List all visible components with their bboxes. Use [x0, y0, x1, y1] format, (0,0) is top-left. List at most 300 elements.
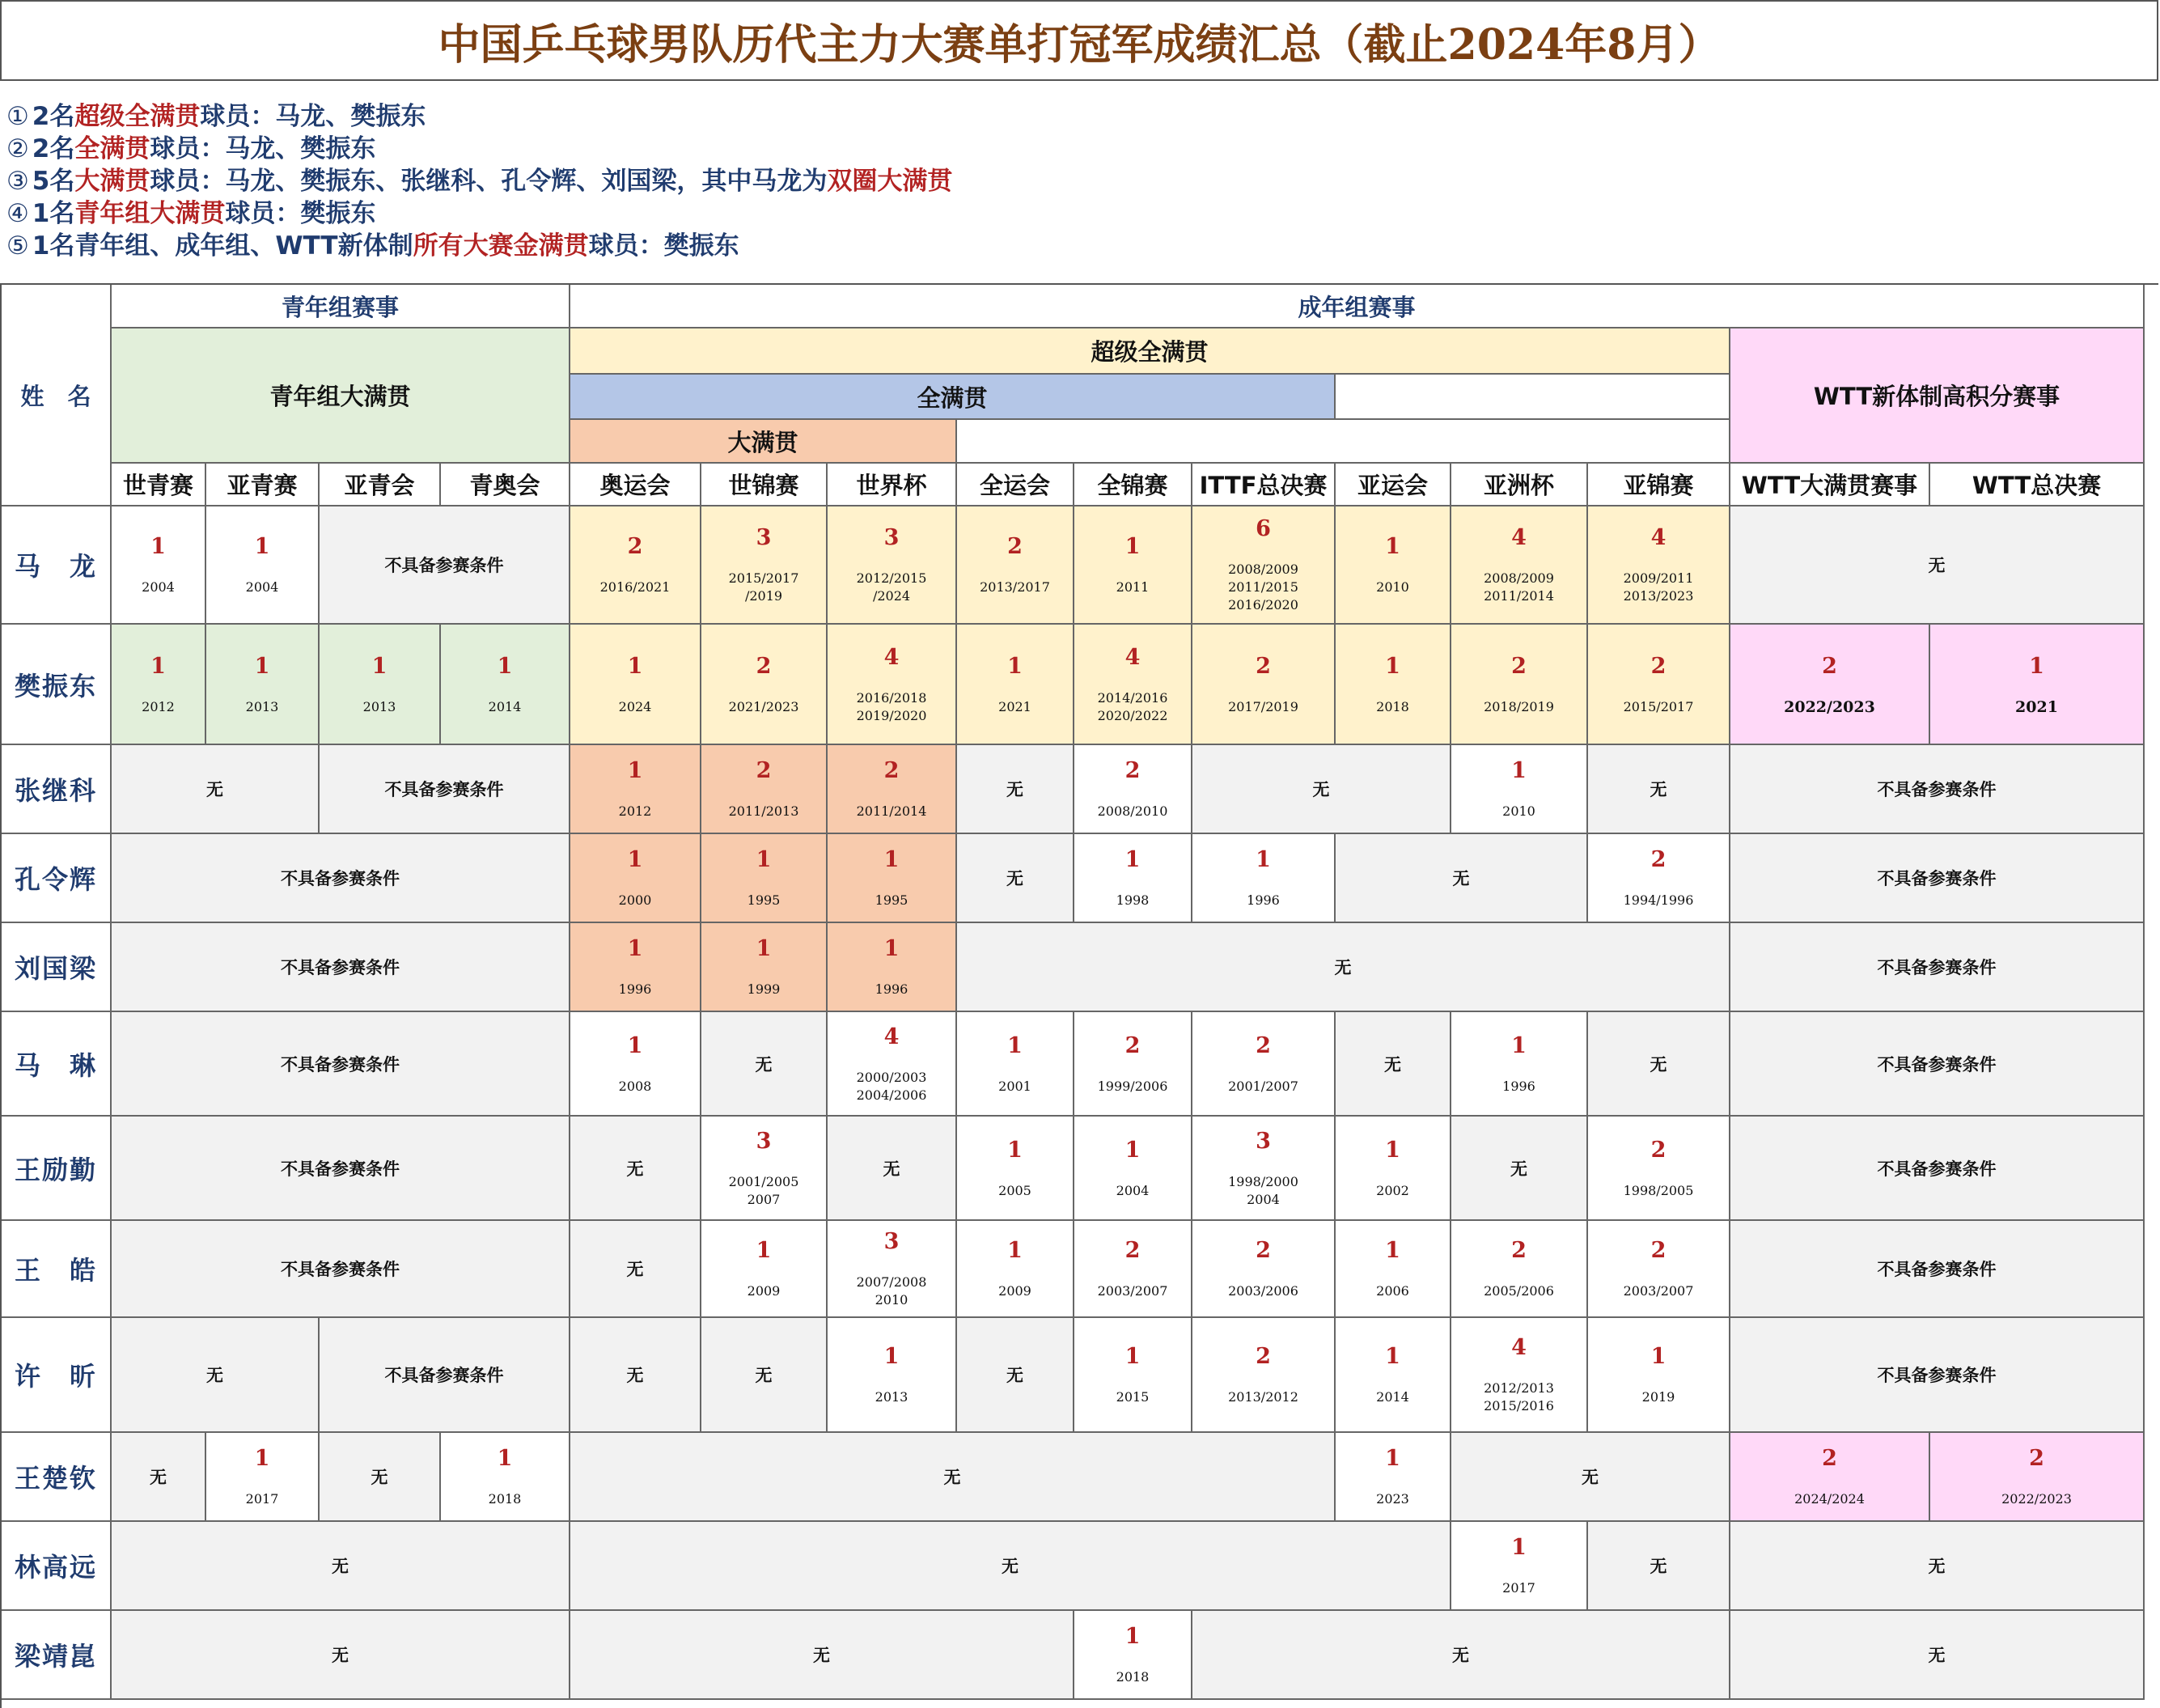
title-years: 2005 [998, 1182, 1031, 1198]
title-years: 2010 [1502, 803, 1535, 819]
result-cell [1930, 1433, 2145, 1522]
result-cell [206, 625, 320, 745]
column-header-world-champs: 世锦赛 [701, 464, 828, 506]
title-years: 2011/2014 [856, 803, 927, 819]
title-years: 2004 [142, 579, 175, 595]
title-years: 2005/2006 [1484, 1283, 1554, 1299]
title-years: 2009 [747, 1283, 781, 1299]
title-years: 2003/2006 [1228, 1283, 1298, 1299]
column-header-asian-youth-champs: 亚青赛 [206, 464, 320, 506]
note-line [6, 230, 1948, 262]
result-cell [701, 1117, 828, 1221]
player-name: 马 琳 [2, 1012, 112, 1117]
ineligible-cell: 不具备参赛条件 [1730, 1012, 2145, 1117]
title-count: 1 [1007, 653, 1023, 679]
title-count: 1 [1385, 1344, 1400, 1369]
none-cell: 无 [570, 1117, 701, 1221]
title-years: 2004 [1116, 1182, 1150, 1198]
result-cell [1730, 625, 1930, 745]
result-cell [701, 1221, 828, 1318]
title-count: 2 [883, 758, 900, 783]
title-count: 1 [1385, 1446, 1400, 1471]
title-years: 2014 [1376, 1389, 1409, 1405]
title-count: 4 [1511, 525, 1527, 550]
title-count: 6 [1256, 516, 1271, 541]
result-cell [112, 506, 206, 625]
result-cell [1192, 506, 1336, 625]
result-cell [1336, 625, 1451, 745]
title-years: 2017 [245, 1491, 279, 1507]
note-text: 5名 [32, 167, 75, 196]
result-cell [320, 625, 441, 745]
column-header-ittf-finals: ITTF总决赛 [1192, 464, 1336, 506]
title-count: 1 [1650, 1344, 1667, 1369]
title-years: 2021 [998, 698, 1031, 714]
title-years: 2024 [618, 698, 652, 714]
title-count: 2 [1511, 653, 1527, 679]
result-cell [957, 625, 1074, 745]
title-years: 2015 [1116, 1389, 1150, 1405]
note-marker: ④ [6, 199, 29, 228]
result-cell [828, 625, 957, 745]
title-years: 2019 [1641, 1389, 1675, 1405]
title-count: 2 [1650, 653, 1667, 679]
title-count: 1 [497, 653, 513, 679]
none-cell: 无 [112, 1611, 570, 1700]
none-cell: 无 [570, 1611, 1074, 1700]
none-cell: 无 [701, 1318, 828, 1433]
title-count: 1 [756, 1238, 772, 1263]
title-count: 1 [1385, 1238, 1400, 1263]
result-cell [957, 1117, 1074, 1221]
none-cell: 无 [957, 834, 1074, 923]
name-column-header: 姓 名 [2, 285, 112, 506]
result-cell [1451, 1318, 1588, 1433]
ineligible-cell: 不具备参赛条件 [112, 923, 570, 1012]
title-count: 1 [756, 847, 772, 872]
note-highlight: 超级全满贯 [74, 102, 201, 131]
result-cell [1588, 625, 1730, 745]
title-count: 2 [627, 534, 643, 559]
ineligible-cell: 不具备参赛条件 [320, 745, 570, 834]
title-years: 2011 [1116, 579, 1150, 595]
title-years: 2009/2011 2013/2023 [1623, 570, 1694, 604]
title-years: 2013 [245, 698, 279, 714]
ineligible-cell: 不具备参赛条件 [1730, 1318, 2145, 1433]
none-cell: 无 [1588, 1012, 1730, 1117]
none-cell: 无 [957, 745, 1074, 834]
title-years: 2001 [998, 1078, 1031, 1094]
super-grand-slam-header: 超级全满贯 [570, 328, 1730, 375]
note-text: 2名 [32, 134, 75, 163]
title-count: 2 [1256, 653, 1271, 679]
title-years: 1994/1996 [1623, 892, 1694, 908]
ineligible-cell: 不具备参赛条件 [320, 506, 570, 625]
result-cell [1588, 506, 1730, 625]
note-marker: ③ [6, 167, 29, 196]
note-highlight: 大满贯 [74, 167, 150, 196]
title-count: 1 [627, 758, 643, 783]
ineligible-cell: 不具备参赛条件 [320, 1318, 570, 1433]
youth-grand-slam-header: 青年组大满贯 [112, 328, 570, 464]
none-cell: 无 [1451, 1117, 1588, 1221]
title-years: 2018 [1116, 1669, 1150, 1685]
title-count: 1 [1385, 534, 1400, 559]
result-cell [701, 506, 828, 625]
title-count: 1 [1124, 1137, 1141, 1163]
note-line [6, 197, 1948, 230]
title-years: 2012/2015 /2024 [856, 570, 927, 604]
title-years: 2008/2009 2011/2014 [1484, 570, 1554, 604]
note-highlight: 全满贯 [74, 134, 150, 163]
player-name: 梁靖崑 [2, 1611, 112, 1700]
title-count: 2 [1511, 1238, 1527, 1263]
title-years: 2013 [875, 1389, 908, 1405]
column-header-wtt-grand-smash: WTT大满贯赛事 [1730, 464, 1930, 506]
result-cell [1336, 1318, 1451, 1433]
result-cell [1074, 1012, 1192, 1117]
none-cell: 无 [1192, 745, 1451, 834]
result-cell [1451, 1012, 1588, 1117]
title-count: 1 [883, 1344, 900, 1369]
title-years: 2021/2023 [728, 698, 799, 714]
result-cell [828, 1221, 957, 1318]
title-years: 2016/2021 [599, 579, 671, 595]
youth-events-header: 青年组赛事 [112, 285, 570, 328]
title-count: 1 [627, 1032, 643, 1058]
title-count: 2 [1124, 1238, 1141, 1263]
note-highlight: 所有大赛金满贯 [413, 231, 589, 261]
result-cell [1192, 625, 1336, 745]
title-years: 2018/2019 [1484, 698, 1554, 714]
result-cell [206, 1433, 320, 1522]
title-count: 2 [756, 653, 772, 679]
note-marker: ② [6, 134, 29, 163]
title-years: 2018 [488, 1491, 522, 1507]
none-cell: 无 [570, 1318, 701, 1433]
none-cell: 无 [957, 1318, 1074, 1433]
none-cell: 无 [1588, 745, 1730, 834]
title-years: 2000 [618, 892, 652, 908]
title-years: 2017 [1502, 1580, 1535, 1596]
column-header-asian-youth-games: 亚青会 [320, 464, 441, 506]
notes-list [6, 100, 1948, 262]
result-cell [1192, 1318, 1336, 1433]
result-cell [1451, 1522, 1588, 1611]
title-count: 1 [1256, 847, 1271, 872]
title-years: 1996 [1502, 1078, 1535, 1094]
title-years: 1995 [747, 892, 781, 908]
result-cell [570, 625, 701, 745]
result-cell [1074, 1221, 1192, 1318]
title-count: 1 [1385, 653, 1400, 679]
title-count: 1 [1124, 534, 1141, 559]
title-count: 1 [1007, 1032, 1023, 1058]
none-cell: 无 [112, 1433, 206, 1522]
note-text: 1名青年组、成年组、WTT新体制 [32, 231, 413, 261]
title-years: 2016/2018 2019/2020 [856, 689, 927, 723]
result-cell [957, 1012, 1074, 1117]
title-count: 1 [254, 1446, 270, 1471]
player-name: 樊振东 [2, 625, 112, 745]
title-count: 1 [627, 936, 643, 961]
title-years: 1998/2000 2004 [1228, 1173, 1298, 1207]
title-years: 2023 [1376, 1491, 1409, 1507]
title-years: 2022/2023 [2001, 1491, 2072, 1507]
result-cell [1451, 625, 1588, 745]
title-count: 4 [1511, 1335, 1527, 1360]
result-cell [1074, 834, 1192, 923]
result-cell [441, 625, 570, 745]
senior-events-header: 成年组赛事 [570, 285, 2145, 328]
results-table [0, 283, 2158, 1708]
title-years: 2003/2007 [1623, 1283, 1694, 1299]
result-cell [1336, 1433, 1451, 1522]
title-years: 2000/2003 2004/2006 [856, 1069, 927, 1103]
column-header-national-champs: 全锦赛 [1074, 464, 1192, 506]
result-cell [828, 745, 957, 834]
none-cell: 无 [828, 1117, 957, 1221]
title-count: 2 [1650, 847, 1667, 872]
title-count: 4 [883, 644, 900, 670]
result-cell [828, 923, 957, 1012]
ineligible-cell: 不具备参赛条件 [1730, 923, 2145, 1012]
title-count: 1 [1511, 1535, 1527, 1560]
title-years: 2013/2012 [1228, 1389, 1298, 1405]
player-name: 王励勤 [2, 1117, 112, 1221]
title-years: 1998/2005 [1623, 1182, 1694, 1198]
title-years: 2001/2007 [1228, 1078, 1298, 1094]
title-count: 1 [883, 847, 900, 872]
result-cell [1192, 1221, 1336, 1318]
title-years: 2011/2013 [728, 803, 799, 819]
result-cell [570, 1012, 701, 1117]
title-years: 2001/2005 2007 [728, 1173, 799, 1207]
title-years: 1996 [618, 981, 652, 997]
player-name: 孔令辉 [2, 834, 112, 923]
result-cell [112, 625, 206, 745]
ineligible-cell: 不具备参赛条件 [1730, 745, 2145, 834]
column-header-olympics: 奥运会 [570, 464, 701, 506]
title-count: 2 [1822, 653, 1837, 679]
note-line [6, 100, 1948, 133]
title-count: 2 [1124, 1032, 1141, 1058]
title-years: 2014 [488, 698, 522, 714]
ineligible-cell: 不具备参赛条件 [1730, 1221, 2145, 1318]
grand-slam-header: 大满贯 [570, 420, 957, 464]
column-header-asian-cup: 亚洲杯 [1451, 464, 1588, 506]
note-text: 球员：樊振东 [225, 199, 376, 228]
result-cell [1074, 625, 1192, 745]
title-years: 2015/2017 [1623, 698, 1694, 714]
result-cell [1451, 1221, 1588, 1318]
result-cell [1192, 834, 1336, 923]
title-count: 2 [756, 758, 772, 783]
title-count: 1 [150, 653, 166, 679]
title-years: 2012 [142, 698, 175, 714]
result-cell [206, 506, 320, 625]
title-count: 4 [1124, 644, 1141, 670]
note-marker: ⑤ [6, 231, 29, 261]
result-cell [570, 834, 701, 923]
title-count: 2 [1650, 1137, 1667, 1163]
none-cell: 无 [1336, 1012, 1451, 1117]
title-count: 3 [883, 525, 900, 550]
title-count: 1 [254, 534, 270, 559]
title-years: 2012/2013 2015/2016 [1484, 1380, 1554, 1413]
ineligible-cell: 不具备参赛条件 [1730, 834, 2145, 923]
note-text: 球员：马龙、樊振东 [200, 102, 426, 131]
title-count: 3 [756, 525, 772, 550]
title-years: 2013 [362, 698, 396, 714]
result-cell [1074, 506, 1192, 625]
none-cell: 无 [570, 1221, 701, 1318]
none-cell: 无 [957, 923, 1730, 1012]
none-cell: 无 [320, 1433, 441, 1522]
title-count: 1 [2029, 653, 2044, 679]
title-count: 1 [254, 653, 270, 679]
title-years: 2014/2016 2020/2022 [1097, 689, 1168, 723]
title-count: 1 [1007, 1137, 1023, 1163]
title-count: 2 [1256, 1238, 1271, 1263]
player-name: 许 昕 [2, 1318, 112, 1433]
result-cell [701, 745, 828, 834]
page-title: 中国乒乓球男队历代主力大赛单打冠军成绩汇总（截止2024年8月） [0, 0, 2158, 81]
title-years: 2012 [618, 803, 652, 819]
result-cell [1192, 1012, 1336, 1117]
result-cell [1192, 1117, 1336, 1221]
ineligible-cell: 不具备参赛条件 [112, 834, 570, 923]
title-years: 2007/2008 2010 [856, 1274, 927, 1307]
title-years: 2006 [1376, 1283, 1409, 1299]
none-cell: 无 [112, 745, 320, 834]
result-cell [1588, 1318, 1730, 1433]
empty-header-cell [1336, 375, 1730, 420]
result-cell [1588, 834, 1730, 923]
title-years: 1998 [1116, 892, 1150, 908]
title-years: 1996 [1247, 892, 1280, 908]
ineligible-cell: 不具备参赛条件 [112, 1012, 570, 1117]
title-count: 4 [883, 1024, 900, 1049]
ineligible-cell: 不具备参赛条件 [1730, 1117, 2145, 1221]
title-years: 2018 [1376, 698, 1409, 714]
none-cell: 无 [1192, 1611, 1730, 1700]
result-cell [701, 625, 828, 745]
title-count: 1 [883, 936, 900, 961]
title-count: 1 [497, 1446, 513, 1471]
note-line [6, 165, 1948, 197]
none-cell: 无 [1730, 506, 2145, 625]
title-years: 2021 [2015, 697, 2058, 716]
title-years: 1995 [875, 892, 908, 908]
note-text: 1名 [32, 199, 75, 228]
title-count: 1 [1007, 1238, 1023, 1263]
result-cell [957, 1221, 1074, 1318]
none-cell: 无 [701, 1012, 828, 1117]
title-count: 1 [627, 847, 643, 872]
title-years: 2024/2024 [1794, 1491, 1865, 1507]
result-cell [1930, 625, 2145, 745]
title-years: 2003/2007 [1097, 1283, 1168, 1299]
title-count: 2 [1256, 1344, 1271, 1369]
result-cell [1588, 1221, 1730, 1318]
none-cell: 无 [1336, 834, 1588, 923]
result-cell [1336, 506, 1451, 625]
result-cell [1074, 1117, 1192, 1221]
note-text: 球员：樊振东 [588, 231, 739, 261]
title-count: 2 [1007, 534, 1023, 559]
none-cell: 无 [112, 1522, 570, 1611]
result-cell [828, 1318, 957, 1433]
result-cell [570, 745, 701, 834]
ineligible-cell: 不具备参赛条件 [112, 1221, 570, 1318]
title-count: 1 [1124, 1624, 1141, 1649]
result-cell [570, 923, 701, 1012]
none-cell: 无 [1730, 1522, 2145, 1611]
note-highlight: 青年组大满贯 [74, 199, 226, 228]
full-grand-slam-header: 全满贯 [570, 375, 1336, 420]
result-cell [1074, 1611, 1192, 1700]
note-text: 球员：马龙、樊振东、张继科、孔令辉、刘国梁，其中马龙为 [150, 167, 828, 196]
result-cell [1336, 1117, 1451, 1221]
note-line [6, 133, 1948, 165]
column-header-national-games: 全运会 [957, 464, 1074, 506]
player-name: 林高远 [2, 1522, 112, 1611]
player-name: 马 龙 [2, 506, 112, 625]
title-count: 1 [627, 653, 643, 679]
title-years: 2013/2017 [980, 579, 1050, 595]
title-count: 2 [2029, 1446, 2044, 1471]
none-cell: 无 [1588, 1522, 1730, 1611]
result-cell [1074, 745, 1192, 834]
title-years: 1999 [747, 981, 781, 997]
result-cell [828, 506, 957, 625]
player-name: 王楚钦 [2, 1433, 112, 1522]
player-name: 刘国梁 [2, 923, 112, 1012]
title-count: 1 [1511, 758, 1527, 783]
title-years: 2004 [245, 579, 279, 595]
result-cell [701, 923, 828, 1012]
title-years: 1999/2006 [1097, 1078, 1168, 1094]
title-years: 2008/2010 [1097, 803, 1168, 819]
result-cell [1074, 1318, 1192, 1433]
title-years: 2015/2017 /2019 [728, 570, 799, 604]
player-name: 王 皓 [2, 1221, 112, 1318]
result-cell [701, 834, 828, 923]
none-cell: 无 [1730, 1611, 2145, 1700]
none-cell: 无 [1451, 1433, 1730, 1522]
empty-header-cell [957, 420, 1730, 464]
title-count: 2 [1124, 758, 1141, 783]
result-cell [828, 1012, 957, 1117]
note-highlight: 双圈大满贯 [827, 167, 953, 196]
title-count: 1 [1124, 847, 1141, 872]
note-text: 球员：马龙、樊振东 [150, 134, 376, 163]
ineligible-cell: 不具备参赛条件 [112, 1117, 570, 1221]
title-count: 2 [1256, 1032, 1271, 1058]
result-cell [1451, 745, 1588, 834]
title-years: 2010 [1376, 579, 1409, 595]
result-cell [1336, 1221, 1451, 1318]
title-years: 2022/2023 [1784, 697, 1875, 716]
column-header-world-youth: 世青赛 [112, 464, 206, 506]
title-count: 3 [1256, 1128, 1271, 1154]
column-header-wtt-finals: WTT总决赛 [1930, 464, 2145, 506]
column-header-youth-olympics: 青奥会 [441, 464, 570, 506]
title-count: 1 [1124, 1344, 1141, 1369]
result-cell [1451, 506, 1588, 625]
title-years: 2017/2019 [1228, 698, 1298, 714]
